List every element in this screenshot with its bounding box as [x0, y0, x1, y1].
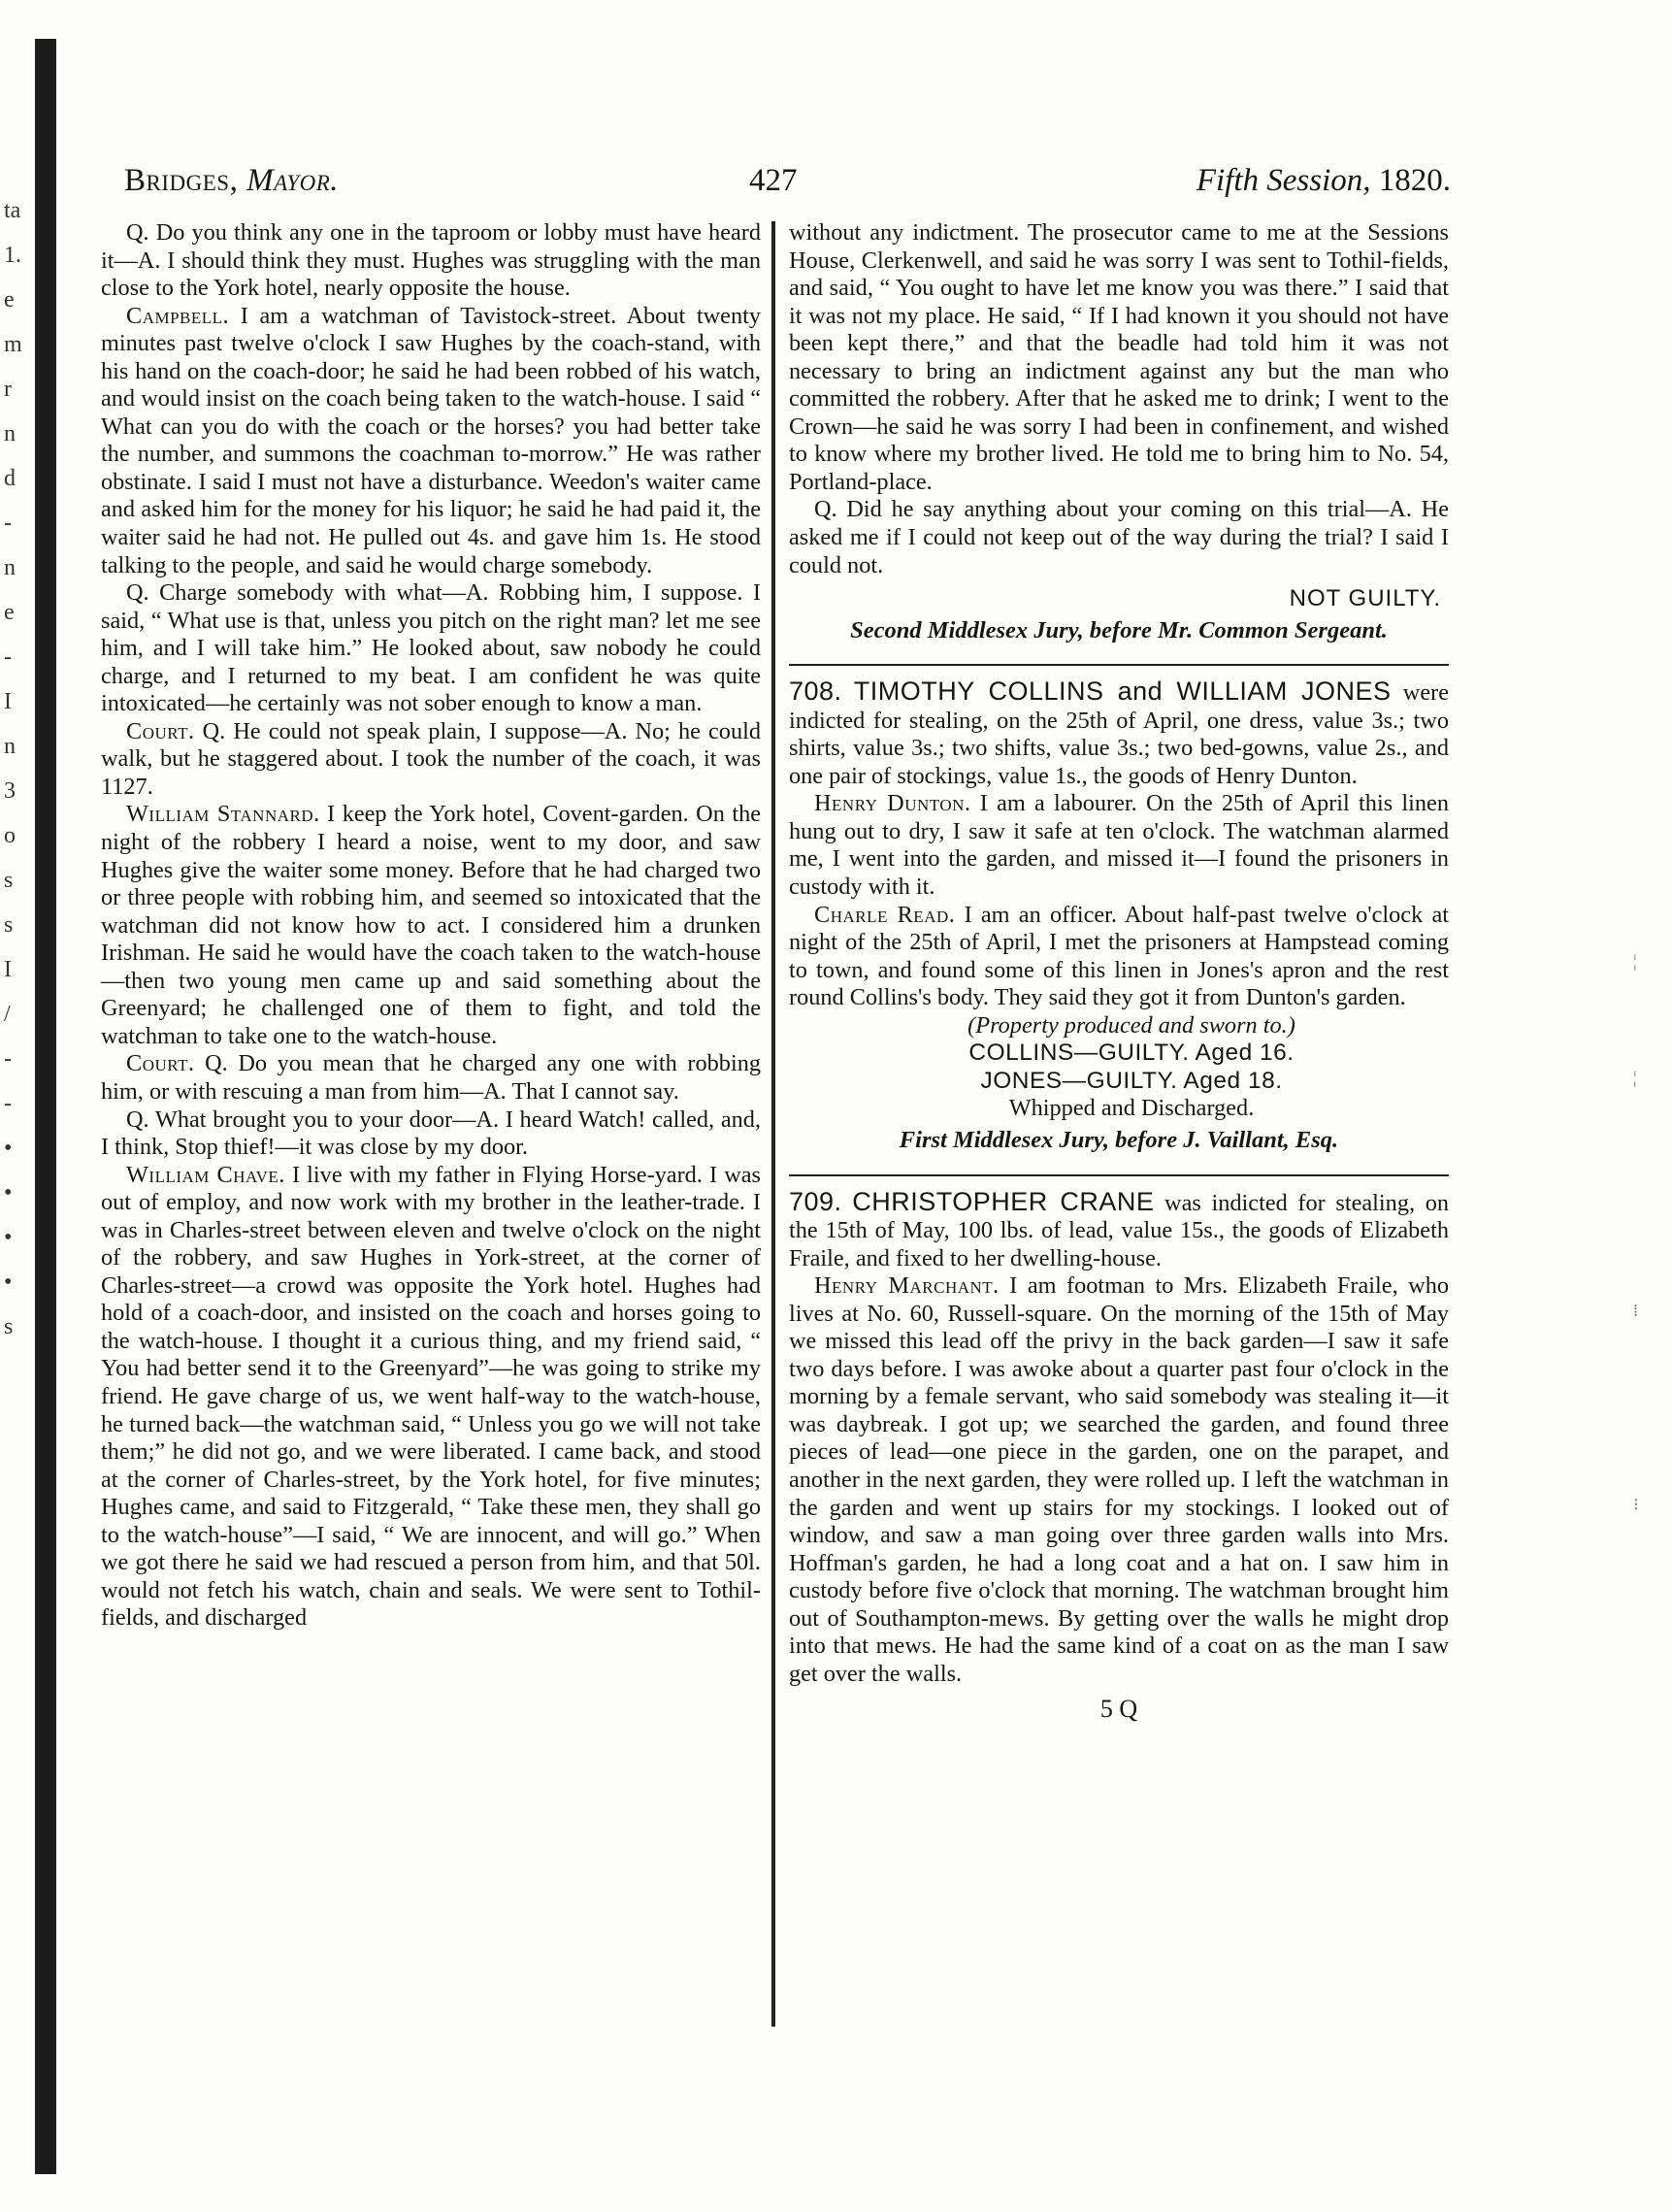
margin-mark: n — [4, 421, 16, 446]
margin-mark: s — [4, 912, 14, 938]
testimony-text: I am a labourer. On the 25th of April this linen hung out to dry, I saw it safe at ten o'clock. The watchman alarmed me, I went into the garden, and missed it—I found the prisoners in custody with it. — [789, 790, 1449, 901]
margin-bleed-through — [0, 199, 25, 1364]
header-mayor: Bridges, Mayor. — [124, 163, 340, 198]
speaker-name: Campbell. — [126, 302, 230, 329]
speaker-name: Charle Read. — [814, 901, 956, 928]
margin-mark: e — [4, 287, 15, 313]
testimony-paragraph — [101, 303, 761, 579]
testimony-paragraph — [101, 1050, 761, 1106]
margin-mark: - — [4, 1046, 12, 1072]
testimony-text: without any indictment. The prosecutor came to me at the Sessions House, Clerkenwell, and said he was sorry I was sent to Tothil-fields, and said, “ You ought to have let me know you was there.” I said that it was not my place. He said, “ If I had known it you should not have been kept there,” and that the beadle had told him it was not necessary to bring an indictment against any but the man who committed the robbery. After that he asked me to drink; I went to the Crown—he said he was sorry I had been in confinement, and wished to know where my brother lived. He told me to bring him to No. 54, Portland-place. — [789, 219, 1449, 495]
testimony-text: Q. Do you think any one in the taproom or lobby must have heard it—A. I should think they must. Hughes was struggling with the man close to the York hotel, nearly opposite the house. — [101, 219, 761, 302]
speaker-name: William Chave. — [126, 1161, 285, 1188]
testimony-paragraph — [101, 801, 761, 1050]
testimony-paragraph — [789, 1272, 1449, 1688]
margin-mark: n — [4, 555, 16, 580]
testimony-text: I am an officer. About half-past twelve o'clock at night of the 25th of April, I met the prisoners at Hampstead coming to town, and found some of this linen in Jones's apron and the rest round Collins's body. They said they got it from Dunton's garden. — [789, 901, 1449, 1011]
margin-mark: I — [4, 689, 12, 714]
verdict-not-guilty: NOT GUILTY. — [1289, 585, 1441, 612]
case-708-verdict-jones: JONES—GUILTY. Aged 18. — [980, 1067, 1283, 1094]
margin-mark: d — [4, 466, 16, 491]
testimony-paragraph — [101, 1162, 761, 1633]
margin-mark: r — [4, 377, 12, 402]
speaker-name: Henry Dunton. — [814, 790, 971, 817]
page-header — [124, 163, 1451, 210]
margin-mark: / — [4, 1002, 11, 1027]
testimony-paragraph — [789, 790, 1449, 901]
margin-mark: o — [4, 823, 16, 848]
margin-mark: I — [4, 957, 12, 982]
testimony-paragraph — [101, 718, 761, 802]
margin-mark: - — [4, 1091, 12, 1116]
testimony-text: I live with my father in Flying Horse-yard. I was out of employ, and now work with my brother in the leather-trade. I was in Charles-street between eleven and twelve o'clock on the night of the robbery, and saw Hughes in York-street, at the corner of Charles-street—a crowd was opposite the York hotel. Hughes had hold of a coach-door, and insisted on the coach and horses going to the watch-house. I thought it a curious thing, and my friend said, “ You had better send it to the Greenyard”—he was going to strike my friend. He gave charge of us, we went half-way to the watch-house, he turned back—the watchman said, “ Unless you go we will not take them;” he did not go, and we were liberated. I came back, and stood at the corner of Charles-street, by the York hotel, for five minutes; Hughes came, and said to Fitzgerald, “ Take these men, they shall go to the watch-house”—I said, “ We are innocent, and will go.” When we got there he said we had rescued a person from him, and that 50l. would not fetch his watch, chain and seals. We were sent to Tothil-fields, and discharged — [101, 1161, 762, 1632]
case-708-sentence: Whipped and Discharged. — [1008, 1095, 1255, 1122]
margin-mark: • — [4, 1180, 13, 1205]
book-spine-shadow — [35, 39, 56, 2174]
header-session: Fifth Session, 1820. — [1196, 163, 1451, 198]
testimony-text: Q. What brought you to your door—A. I heard Watch! called, and, I think, Stop thief!—it was close by my door. — [101, 1106, 761, 1161]
testimony-paragraph — [789, 219, 1449, 496]
case-709-testimony — [789, 1272, 1449, 1688]
testimony-paragraph — [101, 579, 761, 718]
testimony-text: Q. Did he say anything about your coming on this trial—A. He asked me if I could not keep out of the way during the trial? I said I could not. — [789, 496, 1449, 578]
testimony-paragraph — [789, 902, 1449, 1012]
margin-mark: - — [4, 511, 12, 536]
speaker-name: William Stannard. — [126, 801, 320, 828]
jury-line-first-middlesex: First Middlesex Jury, before J. Vaillant, Esq. — [899, 1126, 1339, 1153]
testimony-text: I am a watchman of Tavistock-street. About twenty minutes past twelve o'clock I saw Hughes by the coach-stand, with his hand on the coach-door; he said he had been robbed of his watch, and would insist on the coach being taken to the watch-house. I said “ What can you do with the coach or the horses? you had better take the number, and summons the coachman to-morrow.” He was rather obstinate. I said I must not have a disturbance. Weedon's waiter came and asked him for the money for his liquor; he said he had paid it, the waiter said he had not. He pulled out 4s. and gave him 1s. He stood talking to the people, and said he would charge somebody. — [101, 302, 761, 578]
section-divider — [789, 1174, 1449, 1176]
margin-mark: m — [4, 332, 22, 357]
margin-mark: - — [4, 644, 12, 670]
case-708-heading: 708. TIMOTHY COLLINS and WILLIAM JONES were indicted for stealing, on the 25th of April, one dress, value 3s.; two shirts, value 3s.; two shifts, value 3s.; two bed-gowns, value 2s., and one pair of stockings, value 1s., the goods of Henry Dunton. — [789, 677, 1449, 789]
testimony-paragraph — [101, 1106, 761, 1162]
right-column — [789, 219, 1449, 1724]
testimony-text: Q. He could not speak plain, I suppose—A. No; he could walk, but he staggered about. I took the number of the coach, it was 1127. — [101, 717, 761, 800]
margin-mark: s — [4, 868, 14, 893]
margin-mark: • — [4, 1225, 13, 1250]
continued-testimony — [789, 219, 1449, 579]
margin-mark: • — [4, 1270, 13, 1295]
column-rule — [771, 221, 775, 2027]
margin-mark: 1. — [4, 243, 21, 268]
margin-mark: • — [4, 1136, 13, 1161]
jury-line-second-middlesex: Second Middlesex Jury, before Mr. Common Sergeant. — [850, 616, 1388, 644]
testimony-text: Q. Charge somebody with what—A. Robbing him, I suppose. I said, “ What use is that, unless you pitch on the right man? let me see him, and I will take him.” He looked about, saw nobody he could charge, and I returned to my beat. I am confident he was quite intoxicated—he certainly was not sober enough to know a man. — [101, 579, 761, 717]
testimony-text: I keep the York hotel, Covent-garden. On the night of the robbery I heard a noise, went to my door, and saw Hughes give the waiter some money. Before that he had charged two or three people with robbing him, and seemed so intoxicated that the watchman did not know how to act. I considered him a drunken Irishman. He said he would have the coach taken to the watch-house—then two young men came up and said something about the Greenyard; he challenged one of them to fight, and told the watchman to take one to the watch-house. — [101, 801, 762, 1049]
right-margin-specks: ¦ ¦ ⁞ ⁝ — [1633, 951, 1639, 1514]
case-709-heading: 709. CHRISTOPHER CRANE was indicted for stealing, on the 15th of May, 100 lbs. of lead, value 15s., the goods of Elizabeth Fraile, and fixed to her dwelling-house. — [789, 1186, 1450, 1271]
speaker-name: Court. — [126, 1050, 195, 1077]
testimony-text: Q. Do you mean that he charged any one with robbing him, or with rescuing a man from him—A. That I cannot say. — [101, 1050, 761, 1105]
margin-mark: e — [4, 600, 15, 625]
margin-mark: s — [4, 1314, 14, 1339]
page-number: 427 — [749, 163, 798, 198]
margin-mark: ta — [4, 198, 21, 223]
left-column — [101, 219, 761, 1633]
speaker-name: Court. — [126, 717, 195, 744]
margin-mark: n — [4, 734, 16, 759]
testimony-text: I am footman to Mrs. Elizabeth Fraile, who lives at No. 60, Russell-square. On the morning of the 15th of May we missed this lead off the privy in the back garden—I saw it safe two days before. I was awoke about a quarter past four o'clock in the morning by a female servant, who said somebody was stealing it—it was daybreak. I got up; we searched the garden, and found three pieces of lead—one piece in the garden, one on the parapet, and another in the next garden, they were rolled up. I left the watchman in the garden and went up stairs for my stockings. I looked out of window, and saw a man going over three garden walls into Mrs. Hoffman's garden, he had a long coat and a hat on. I saw him in custody before five o'clock that morning. The watchman brought him out of Southampton-mews. By getting over the walls he might drop into that mews. He had the same kind of a coat on as the man I saw get over the walls. — [789, 1272, 1449, 1687]
testimony-paragraph — [789, 496, 1449, 579]
speaker-name: Henry Marchant. — [814, 1272, 1000, 1300]
margin-mark: 3 — [4, 778, 16, 804]
case-708-testimony — [789, 790, 1449, 1011]
case-708-note: (Property produced and sworn to.) — [967, 1011, 1295, 1039]
section-divider — [789, 664, 1449, 666]
case-708-verdict-collins: COLLINS—GUILTY. Aged 16. — [968, 1040, 1295, 1067]
testimony-paragraph — [101, 219, 761, 303]
printer-signature-mark: 5 Q — [1099, 1695, 1138, 1724]
